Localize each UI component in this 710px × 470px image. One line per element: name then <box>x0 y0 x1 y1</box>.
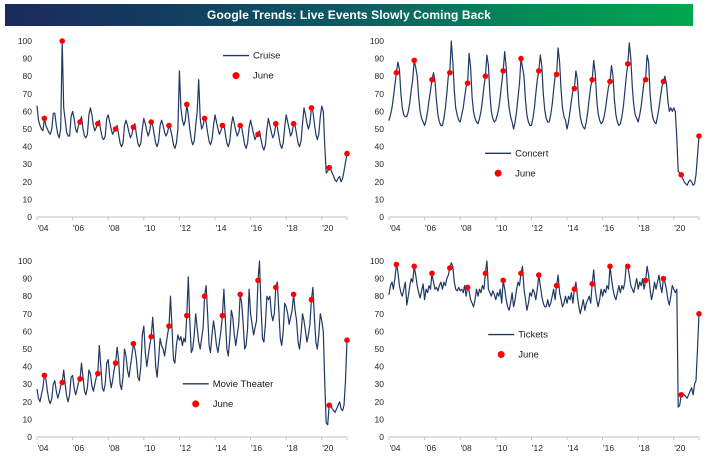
x-tick-label: '10 <box>496 223 508 233</box>
june-marker <box>465 80 471 86</box>
june-marker <box>625 61 631 67</box>
y-tick-label: 40 <box>22 361 32 372</box>
y-tick-label: 100 <box>369 36 384 46</box>
concert-plot <box>356 30 706 246</box>
june-marker <box>113 360 119 366</box>
y-tick-label: 80 <box>22 71 32 82</box>
june-marker <box>309 297 315 303</box>
y-tick-label: 20 <box>374 176 384 187</box>
june-marker <box>77 376 83 382</box>
june-marker <box>678 172 684 178</box>
x-tick-label: '18 <box>286 223 298 233</box>
june-marker <box>184 313 190 319</box>
june-marker <box>429 271 435 277</box>
legend-june-dot <box>233 72 240 79</box>
june-marker <box>572 86 578 92</box>
june-marker <box>202 116 208 122</box>
y-tick-label: 50 <box>22 124 32 134</box>
y-tick-label: 100 <box>17 36 32 46</box>
x-tick-label: '14 <box>567 223 579 233</box>
series-line <box>37 261 347 425</box>
y-tick-label: 20 <box>22 176 32 187</box>
page-title: Google Trends: Live Events Slowly Coming Back <box>207 8 491 22</box>
june-marker <box>411 264 417 270</box>
x-tick-label: '12 <box>531 443 543 453</box>
x-tick-label: '04 <box>37 443 49 453</box>
series-line <box>389 41 699 185</box>
legend-june-label: June <box>212 398 234 410</box>
june-marker <box>465 285 471 291</box>
june-marker <box>166 323 172 329</box>
legend-june-label: June <box>253 70 274 82</box>
june-marker <box>42 116 48 122</box>
june-marker <box>166 123 172 129</box>
june-marker <box>411 58 417 64</box>
june-marker <box>326 403 332 409</box>
x-tick-label: '06 <box>425 443 437 453</box>
june-marker <box>59 380 65 386</box>
y-tick-label: 80 <box>22 291 32 302</box>
x-tick-label: '16 <box>603 443 615 453</box>
charts-grid <box>4 30 706 466</box>
x-tick-label: '16 <box>251 443 263 453</box>
june-marker <box>148 334 154 340</box>
june-marker <box>429 77 435 83</box>
x-tick-label: '04 <box>389 443 401 453</box>
x-tick-label: '04 <box>389 223 401 233</box>
legend-june-label: June <box>518 349 539 361</box>
june-marker <box>42 373 48 379</box>
june-marker <box>113 126 119 132</box>
june-marker <box>148 119 154 125</box>
x-tick-label: '06 <box>425 223 437 233</box>
june-marker <box>95 121 101 127</box>
x-tick-label: '14 <box>215 223 227 233</box>
cruise-plot <box>4 30 354 246</box>
y-tick-label: 90 <box>22 53 32 64</box>
june-marker <box>447 70 453 76</box>
june-marker <box>95 371 101 377</box>
x-tick-label: '10 <box>144 443 156 453</box>
y-tick-label: 0 <box>379 212 384 222</box>
y-tick-label: 70 <box>374 308 384 319</box>
june-marker <box>625 264 631 270</box>
y-tick-label: 50 <box>374 344 384 354</box>
june-marker <box>696 311 702 317</box>
x-tick-label: '20 <box>674 223 686 233</box>
chart-tickets <box>356 250 706 466</box>
x-tick-label: '08 <box>108 223 120 233</box>
y-tick-label: 10 <box>22 414 32 425</box>
x-tick-label: '10 <box>496 443 508 453</box>
june-marker <box>500 278 506 284</box>
june-marker <box>536 68 542 74</box>
x-tick-label: '14 <box>567 443 579 453</box>
x-tick-label: '10 <box>144 223 156 233</box>
x-tick-label: '12 <box>531 223 543 233</box>
legend-series-label: Cruise <box>253 50 281 62</box>
june-marker <box>131 341 137 347</box>
june-marker <box>255 278 261 284</box>
june-marker <box>184 102 190 108</box>
june-marker <box>291 292 297 298</box>
y-tick-label: 90 <box>22 273 32 284</box>
x-tick-label: '08 <box>108 443 120 453</box>
y-tick-label: 60 <box>22 106 32 117</box>
y-tick-label: 100 <box>369 256 384 266</box>
y-tick-label: 70 <box>22 308 32 319</box>
y-tick-label: 30 <box>22 159 32 170</box>
x-tick-label: '06 <box>73 443 85 453</box>
june-marker <box>131 124 137 130</box>
title-banner <box>5 4 693 26</box>
y-tick-label: 80 <box>374 291 384 302</box>
y-tick-label: 60 <box>22 326 32 337</box>
y-tick-label: 30 <box>374 159 384 170</box>
june-marker <box>696 133 702 139</box>
legend-series-label: Concert <box>515 148 549 160</box>
y-tick-label: 60 <box>374 326 384 337</box>
june-marker <box>554 72 560 78</box>
june-marker <box>255 132 261 138</box>
y-tick-label: 70 <box>374 88 384 99</box>
y-tick-label: 40 <box>22 141 32 152</box>
june-marker <box>536 272 542 278</box>
legend-series-label: Movie Theater <box>212 378 274 390</box>
x-tick-label: '04 <box>37 223 49 233</box>
june-marker <box>589 77 595 83</box>
june-marker <box>661 276 667 282</box>
y-tick-label: 40 <box>374 361 384 372</box>
x-tick-label: '18 <box>638 443 650 453</box>
june-marker <box>518 271 524 277</box>
june-marker <box>291 121 297 127</box>
x-tick-label: '16 <box>251 223 263 233</box>
y-tick-label: 50 <box>22 344 32 354</box>
x-tick-label: '18 <box>638 223 650 233</box>
june-marker <box>237 292 243 298</box>
june-marker <box>483 73 489 79</box>
june-marker <box>273 285 279 291</box>
y-tick-label: 20 <box>22 396 32 407</box>
x-tick-label: '06 <box>73 223 85 233</box>
y-tick-label: 100 <box>17 256 32 266</box>
june-marker <box>554 283 560 289</box>
legend-june-dot <box>192 400 199 407</box>
june-marker <box>394 70 400 76</box>
y-tick-label: 40 <box>374 141 384 152</box>
tickets-plot <box>356 250 706 466</box>
june-marker <box>59 38 65 44</box>
x-tick-label: '12 <box>179 223 191 233</box>
june-marker <box>220 313 226 319</box>
legend-june-dot <box>495 170 502 177</box>
june-marker <box>643 278 649 284</box>
x-tick-label: '20 <box>674 443 686 453</box>
june-marker <box>643 77 649 83</box>
y-tick-label: 50 <box>374 124 384 134</box>
legend-june-dot <box>498 351 505 358</box>
y-tick-label: 10 <box>374 414 384 425</box>
june-marker <box>447 265 453 271</box>
x-tick-label: '08 <box>460 223 472 233</box>
y-tick-label: 20 <box>374 396 384 407</box>
y-tick-label: 30 <box>374 379 384 390</box>
x-tick-label: '18 <box>286 443 298 453</box>
june-marker <box>237 123 243 129</box>
june-marker <box>202 293 208 299</box>
june-marker <box>344 151 350 157</box>
june-marker <box>607 79 613 85</box>
y-tick-label: 0 <box>27 432 32 442</box>
x-tick-label: '14 <box>215 443 227 453</box>
june-marker <box>220 123 226 129</box>
june-marker <box>518 56 524 62</box>
legend-june-label: June <box>515 168 536 180</box>
movie-theater-plot <box>4 250 354 466</box>
june-marker <box>273 121 279 127</box>
june-marker <box>309 105 315 111</box>
chart-cruise <box>4 30 354 246</box>
y-tick-label: 60 <box>374 106 384 117</box>
x-tick-label: '20 <box>322 443 334 453</box>
june-marker <box>589 281 595 287</box>
chart-concert <box>356 30 706 246</box>
x-tick-label: '16 <box>603 223 615 233</box>
y-tick-label: 0 <box>379 432 384 442</box>
x-tick-label: '20 <box>322 223 334 233</box>
june-marker <box>77 119 83 125</box>
y-tick-label: 0 <box>27 212 32 222</box>
june-marker <box>483 271 489 277</box>
june-marker <box>394 262 400 268</box>
y-tick-label: 80 <box>374 71 384 82</box>
june-marker <box>607 264 613 270</box>
chart-movie-theater <box>4 250 354 466</box>
y-tick-label: 70 <box>22 88 32 99</box>
y-tick-label: 90 <box>374 273 384 284</box>
series-line <box>37 41 347 182</box>
june-marker <box>678 392 684 398</box>
y-tick-label: 10 <box>374 194 384 205</box>
june-marker <box>572 286 578 292</box>
june-marker <box>661 79 667 85</box>
x-tick-label: '12 <box>179 443 191 453</box>
legend-series-label: Tickets <box>518 329 548 341</box>
june-marker <box>344 337 350 343</box>
june-marker <box>500 68 506 74</box>
june-marker <box>326 165 332 171</box>
y-tick-label: 90 <box>374 53 384 64</box>
y-tick-label: 10 <box>22 194 32 205</box>
x-tick-label: '08 <box>460 443 472 453</box>
y-tick-label: 30 <box>22 379 32 390</box>
